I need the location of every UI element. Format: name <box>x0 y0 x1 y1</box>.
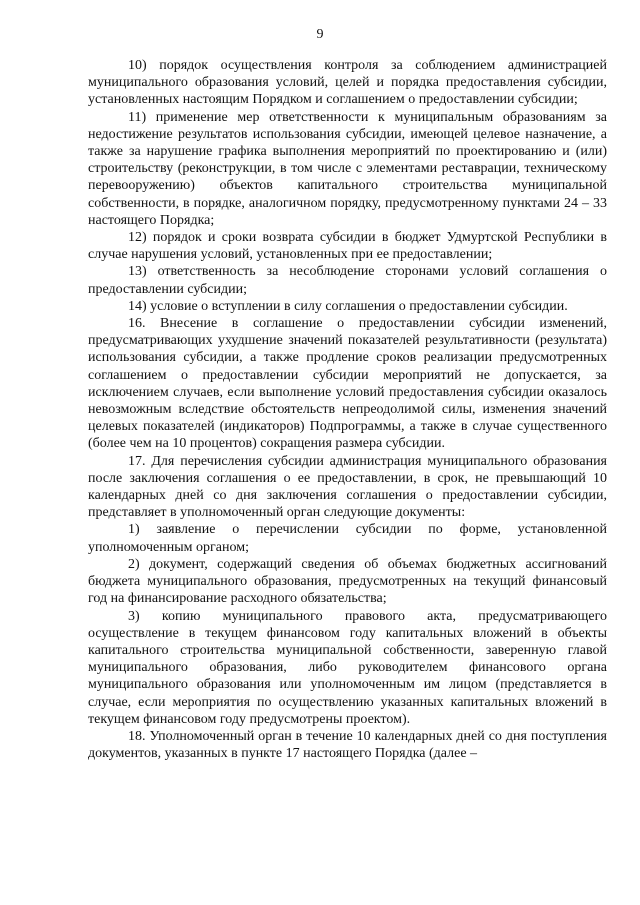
paragraph-clause-16: 16. Внесение в соглашение о предоставлении субсидии изменений, предусматривающих ухудшение значений показателей результативности (результата) использования субсидии, а также продление сроков реализации предусмотренных соглашением о предоставлении субсидии мероприятий не допускается, за исключением случаев, если выполнение условий предоставления субсидии оказалось невозможным вследствие обстоятельств непреодолимой силы, изменения значений целевых показателей (индикаторов) Подпрограммы, а также в случае существенного (более чем на 10 процентов) сокращения размера субсидии. <box>88 316 607 452</box>
paragraph-clause-17: 17. Для перечисления субсидии администрация муниципального образования после заключения соглашения о ее предоставлении, в срок, не превышающий 10 календарных дней со дня заключения соглашения о предоставлении субсидии, представляет в уполномоченный орган следующие документы: <box>88 453 607 521</box>
paragraph-subitem-3: 3) копию муниципального правового акта, предусматривающего осуществление в текущем финансовом году капитальных вложений в объекты капитального строительства муниципальной собственности, заверенную главой муниципального образования, либо руководителем финансового органа муниципального образования или уполномоченным им лицом (представляется в случае, если мероприятия по осуществлению указанных капитальных вложений в текущем финансовом году предусмотрены проектом). <box>88 608 607 727</box>
paragraph-item-14: 14) условие о вступлении в силу соглашения о предоставлении субсидии. <box>128 298 568 314</box>
page-number: 9 <box>316 27 324 42</box>
paragraph-subitem-1: 1) заявление о перечислении субсидии по форме, установленной уполномоченным органом; <box>88 522 607 555</box>
paragraph-clause-18: 18. Уполномоченный орган в течение 10 календарных дней со дня поступления документов, указанных в пункте 17 настоящего Порядка (далее – <box>88 728 607 762</box>
paragraph-subitem-2: 2) документ, содержащий сведения об объемах бюджетных ассигнований бюджета муниципального образования, предусмотренных на текущий финансовый год на финансирование расходного обязательства; <box>88 556 607 607</box>
document-body <box>88 57 607 762</box>
paragraph-item-13: 13) ответственность за несоблюдение сторонами условий соглашения о предоставлении субсидии; <box>88 264 607 297</box>
paragraph-item-11: 11) применение мер ответственности к муниципальным образованиям за недостижение результатов использования субсидии, имеющей целевое назначение, а также за нарушение графика выполнения мероприятий по проектированию и (или) строительству (реконструкции, в том числе с элементами реставрации, техническому перевооружению) объектов капитального строительства муниципальной собственности, в порядке, аналогичном порядку, предусмотренному пунктами 24 – 33 настоящего Порядка; <box>88 109 607 228</box>
paragraph-item-10: 10) порядок осуществления контроля за соблюдением администрацией муниципального образования условий, целей и порядка предоставления субсидии, установленных настоящим Порядком и соглашением о предоставлении субсидии; <box>88 58 607 108</box>
paragraph-item-12: 12) порядок и сроки возврата субсидии в бюджет Удмуртской Республики в случае нарушения условий, установленных при ее предоставлении; <box>88 230 607 263</box>
